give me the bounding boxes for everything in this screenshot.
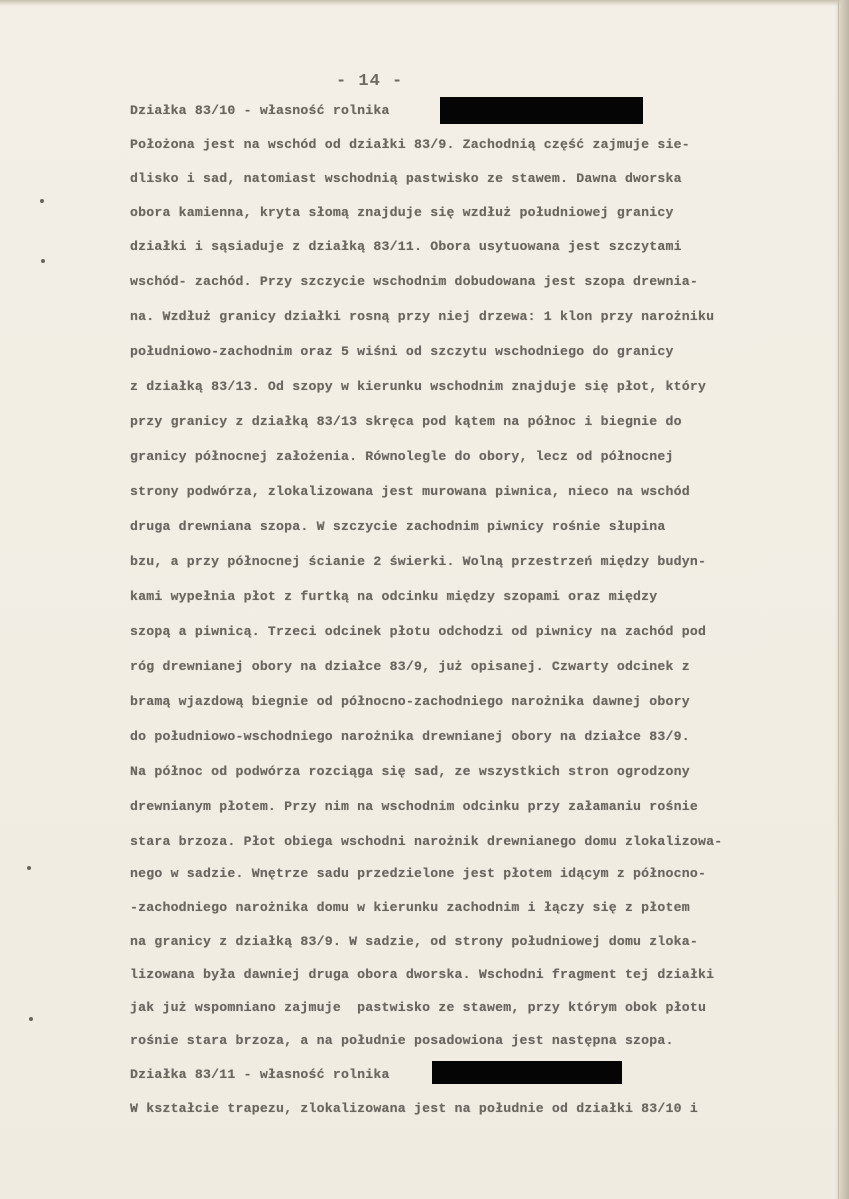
text-line: działki i sąsiaduje z działką 83/11. Obora usytuowana jest szczytami [130,239,682,254]
text-line: na granicy z działką 83/9. W sadzie, od strony południowej domu zloka- [130,934,698,949]
text-line: drewnianym płotem. Przy nim na wschodnim odcinku przy załamaniu rośnie [130,799,698,814]
page-top-shadow [0,0,849,6]
text-line: na. Wzdłuż granicy działki rosną przy niej drzewa: 1 klon przy narożniku [130,309,715,324]
text-line: stara brzoza. Płot obiega wschodni narożnik drewnianego domu zlokalizowa- [130,834,723,849]
text-line: róg drewnianej obory na działce 83/9, już opisanej. Czwarty odcinek z [130,659,690,674]
text-line: z działką 83/13. Od szopy w kierunku wschodnim znajduje się płot, który [130,379,707,394]
punch-hole-mark [41,259,45,263]
text-line: Na północ od podwórza rozciąga się sad, ze wszystkich stron ogrodzony [130,764,690,779]
text-line: nego w sadzie. Wnętrze sadu przedzielone jest płotem idącym z północno- [130,866,707,881]
punch-hole-mark [40,199,44,203]
text-line: do południowo-wschodniego narożnika drewnianej obory na działce 83/9. [130,729,690,744]
text-line: lizowana była dawniej druga obora dworska. Wschodni fragment tej działki [130,967,715,982]
text-line: druga drewniana szopa. W szczycie zachodnim piwnicy rośnie słupina [130,519,666,534]
text-line: jak już wspomniano zajmuje pastwisko ze stawem, przy którym obok płotu [130,1000,707,1015]
text-line: bramą wjazdową biegnie od północno-zachodniego narożnika dawnej obory [130,694,690,709]
text-line: strony podwórza, zlokalizowana jest murowana piwnica, nieco na wschód [130,484,690,499]
text-line: obora kamienna, kryta słomą znajduje się wzdłuż południowej granicy [130,205,674,220]
text-line: szopą a piwnicą. Trzeci odcinek płotu odchodzi od piwnicy na zachód pod [130,624,707,639]
text-line: przy granicy z działką 83/13 skręca pod kątem na północ i biegnie do [130,414,682,429]
page-number: - 14 - [336,72,404,91]
text-line: dlisko i sad, natomiast wschodnią pastwisko ze stawem. Dawna dworska [130,171,682,186]
punch-hole-mark [27,866,31,870]
text-line: bzu, a przy północnej ścianie 2 świerki. Wolną przestrzeń między budyn- [130,554,707,569]
section-heading: Działka 83/11 - własność rolnika [130,1067,390,1082]
text-line: kami wypełnia płot z furtką na odcinku między szopami oraz między [130,589,658,604]
text-line: rośnie stara brzoza, a na południe posadowiona jest następna szopa. [130,1033,674,1048]
punch-hole-mark [29,1017,33,1021]
text-line: wschód- zachód. Przy szczycie wschodnim dobudowana jest szopa drewnia- [130,274,698,289]
text-line: Położona jest na wschód od działki 83/9. Zachodnią część zajmuje sie- [130,137,690,152]
redaction-bar [432,1061,622,1084]
text-line: -zachodniego narożnika domu w kierunku zachodnim i łączy się z płotem [130,900,690,915]
section-heading: Działka 83/10 - własność rolnika [130,103,390,118]
text-line: południowo-zachodnim oraz 5 wiśni od szczytu wschodniego do granicy [130,344,674,359]
redaction-bar [440,97,643,124]
text-line: granicy północnej założenia. Równolegle do obory, lecz od północnej [130,449,674,464]
page-right-edge-line [838,0,839,1199]
text-line: W kształcie trapezu, zlokalizowana jest na południe od działki 83/10 i [130,1101,698,1116]
